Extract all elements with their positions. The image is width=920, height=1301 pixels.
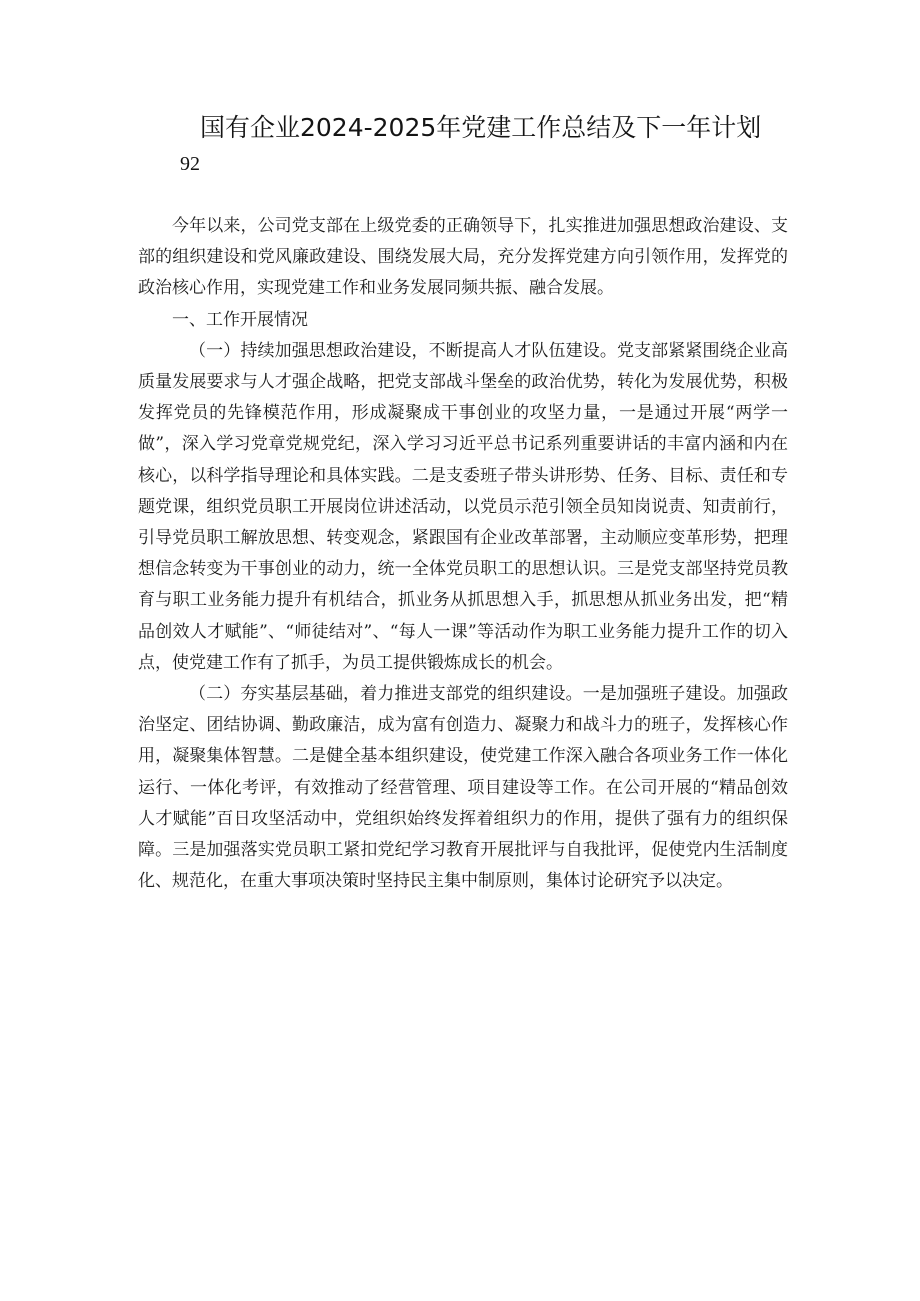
subsection-paragraph-1: （一）持续加强思想政治建设，不断提高人才队伍建设。党支部紧紧围绕企业高质量发展要求与人才强企战略，把党支部战斗堡垒的政治优势，转化为发展优势，积极发挥党员的先锋模范作用，形成凝聚成干事创业的攻坚力量，一是通过开展“两学一做”，深入学习党章党规党纪，深入学习习近平总书记系列重要讲话的丰富内涵和内在核心，以科学指导理论和具体实践。二是支委班子带头讲形势、任务、目标、责任和专题党课，组织党员职工开展岗位讲述活动，以党员示范引领全员知岗说责、知责前行，引导党员职工解放思想、转变观念，紧跟国有企业改革部署，主动顺应变革形势，把理想信念转变为干事创业的动力，统一全体党员职工的思想认识。三是党支部坚持党员教育与职工业务能力提升有机结合，抓业务从抓思想入手，抓思想从抓业务出发，把“精品创效人才赋能”、“师徒结对”、“每人一课”等活动作为职工业务能力提升工作的切入点，使党建工作有了抓手，为员工提供锻炼成长的机会。 (138, 340, 788, 673)
intro-paragraph: 今年以来，公司党支部在上级党委的正确领导下，扎实推进加强思想政治建设、支部的组织建设和党风廉政建设、围绕发展大局，充分发挥党建方向引领作用，发挥党的政治核心作用，实现党建工作和业务发展同频共振、融合发展。 (138, 216, 788, 299)
document-body (138, 211, 788, 897)
subsection-paragraph-2: （二）夯实基层基础，着力推进支部党的组织建设。一是加强班子建设。加强政治坚定、团结协调、勤政廉洁，成为富有创造力、凝聚力和战斗力的班子，发挥核心作用，凝聚集体智慧。二是健全基本组织建设，使党建工作深入融合各项业务工作一体化运行、一体化考评，有效推动了经营管理、项目建设等工作。在公司开展的“精品创效人才赋能”百日攻坚活动中，党组织始终发挥着组织力的作用，提供了强有力的组织保障。三是加强落实党员职工紧扣党纪学习教育开展批评与自我批评，促使党内生活制度化、规范化，在重大事项决策时坚持民主集中制原则，集体讨论研究予以决定。 (138, 684, 788, 892)
section-heading: 一、工作开展情况 (172, 309, 308, 330)
document-title: 国有企业2024-2025年党建工作总结及下一年计划 (200, 113, 762, 142)
page-number: 92 (180, 153, 200, 175)
